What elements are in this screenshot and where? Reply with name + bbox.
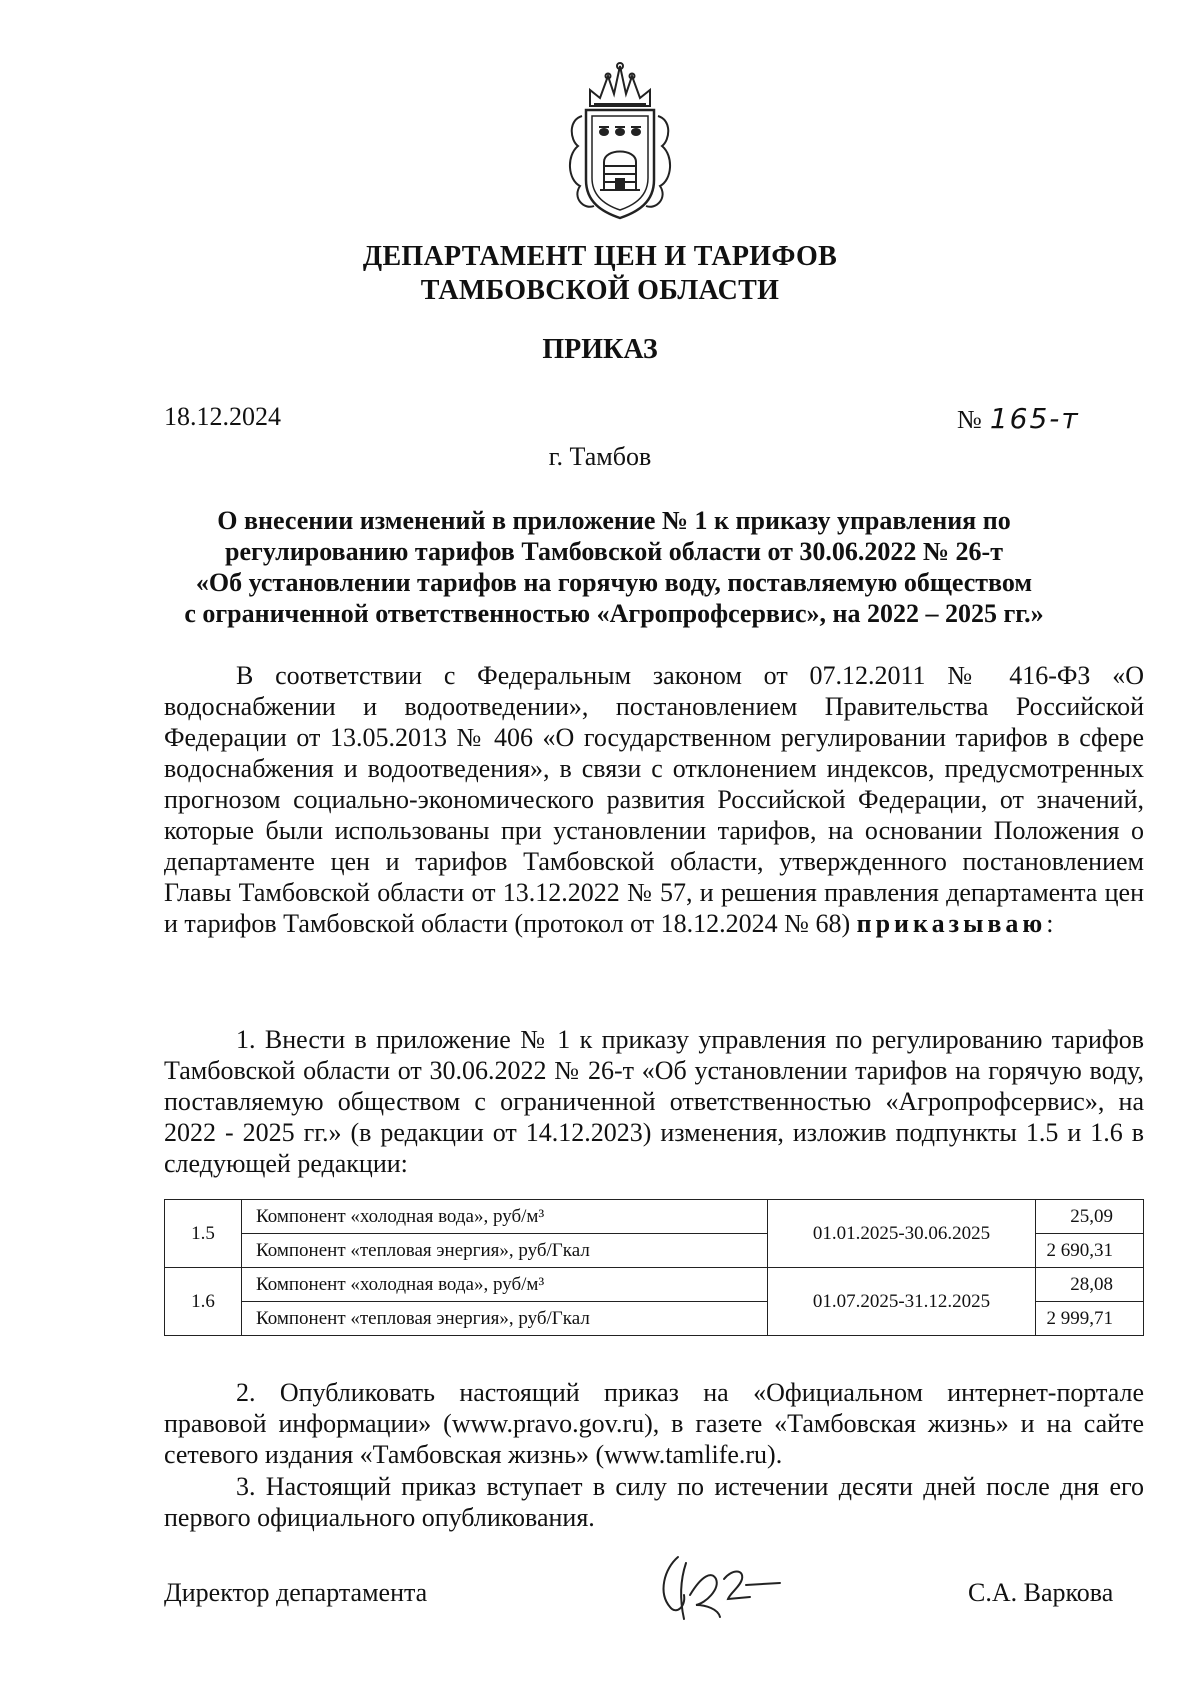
document-type: ПРИКАЗ (542, 334, 658, 365)
value-cell: 28,08 (1036, 1268, 1144, 1302)
component-cell: Компонент «тепловая энергия», руб/Гкал (242, 1302, 768, 1336)
title-line4: с ограниченной ответственностью «Агропрофсервис», на 2022 – 2025 гг.» (184, 599, 1044, 628)
title-line3: «Об установлении тарифов на горячую воду, поставляемую обществом (195, 568, 1033, 597)
title-line1: О внесении изменений в приложение № 1 к приказу управления по (217, 506, 1011, 535)
period-cell: 01.01.2025-30.06.2025 (768, 1200, 1036, 1268)
row-number: 1.5 (165, 1200, 242, 1268)
tariff-table (164, 1199, 1144, 1336)
document-date: 18.12.2024 (164, 402, 281, 431)
order-word: приказываю (856, 909, 1047, 938)
handwritten-signature-icon (650, 1545, 800, 1630)
table-row (165, 1200, 1144, 1234)
department-name (0, 240, 1200, 308)
preamble-paragraph (164, 660, 1144, 939)
department-name-line1: ДЕПАРТАМЕНТ ЦЕН И ТАРИФОВ (362, 241, 838, 272)
signatory-position: Директор департамента (164, 1578, 428, 1607)
item-3-paragraph: 3. Настоящий приказ вступает в силу по истечении десяти дней после дня его первого официального опубликования. (164, 1472, 1144, 1532)
department-name-line2: ТАМБОВСКОЙ ОБЛАСТИ (420, 275, 780, 306)
component-cell: Компонент «холодная вода», руб/м³ (242, 1200, 768, 1234)
table-row (165, 1268, 1144, 1302)
value-cell: 25,09 (1036, 1200, 1144, 1234)
period-cell: 01.07.2025-31.12.2025 (768, 1268, 1036, 1336)
component-cell: Компонент «холодная вода», руб/м³ (242, 1268, 768, 1302)
signatory-name: С.А. Варкова (968, 1578, 1114, 1607)
value-cell: 2 999,71 (1036, 1302, 1144, 1336)
document-number (957, 402, 1080, 435)
document-title (164, 505, 1064, 629)
number-handwritten: 165-т (989, 402, 1080, 435)
order-colon: : (1046, 909, 1054, 938)
value-cell: 2 690,31 (1036, 1234, 1144, 1268)
number-prefix: № (957, 405, 982, 434)
title-line2: регулированию тарифов Тамбовской области от 30.06.2022 № 26-т (225, 537, 1003, 566)
item-2-paragraph: 2. Опубликовать настоящий приказ на «Официальном интернет-портале правовой информации» (www.pravo.gov.ru), в газете «Тамбовская жизнь» и на сайте сетевого издания «Тамбовская жизнь» (www.tamlife.ru). (164, 1378, 1144, 1469)
row-number: 1.6 (165, 1268, 242, 1336)
document-city: г. Тамбов (548, 442, 652, 471)
coat-of-arms-icon (560, 60, 680, 222)
component-cell: Компонент «тепловая энергия», руб/Гкал (242, 1234, 768, 1268)
preamble-text: В соответствии с Федеральным законом от 07.12.2011 № 416-ФЗ «О водоснабжении и водоотведении», постановлением Правительства Российской Федерации от 13.05.2013 № 406 «О государственном регулировании тарифов в сфере водоснабжения и водоотведения», в связи с отклонением индексов, предусмотренных прогнозом социально-экономического развития Российской Федерации, от значений, которые были использованы при установлении тарифов, на основании Положения о департаменте цен и тарифов Тамбовской области, утвержденного постановлением Главы Тамбовской области от 13.12.2022 № 57, и решения правления департамента цен и тарифов Тамбовской области (протокол от 18.12.2024 № 68) (164, 661, 1144, 938)
item-1-paragraph: 1. Внести в приложение № 1 к приказу управления по регулированию тарифов Тамбовской области от 30.06.2022 № 26-т «Об установлении тарифов на горячую воду, поставляемую обществом с ограниченной ответственностью «Агропрофсервис», на 2022 - 2025 гг.» (в редакции от 14.12.2023) изменения, изложив подпункты 1.5 и 1.6 в следующей редакции: (164, 1025, 1144, 1178)
